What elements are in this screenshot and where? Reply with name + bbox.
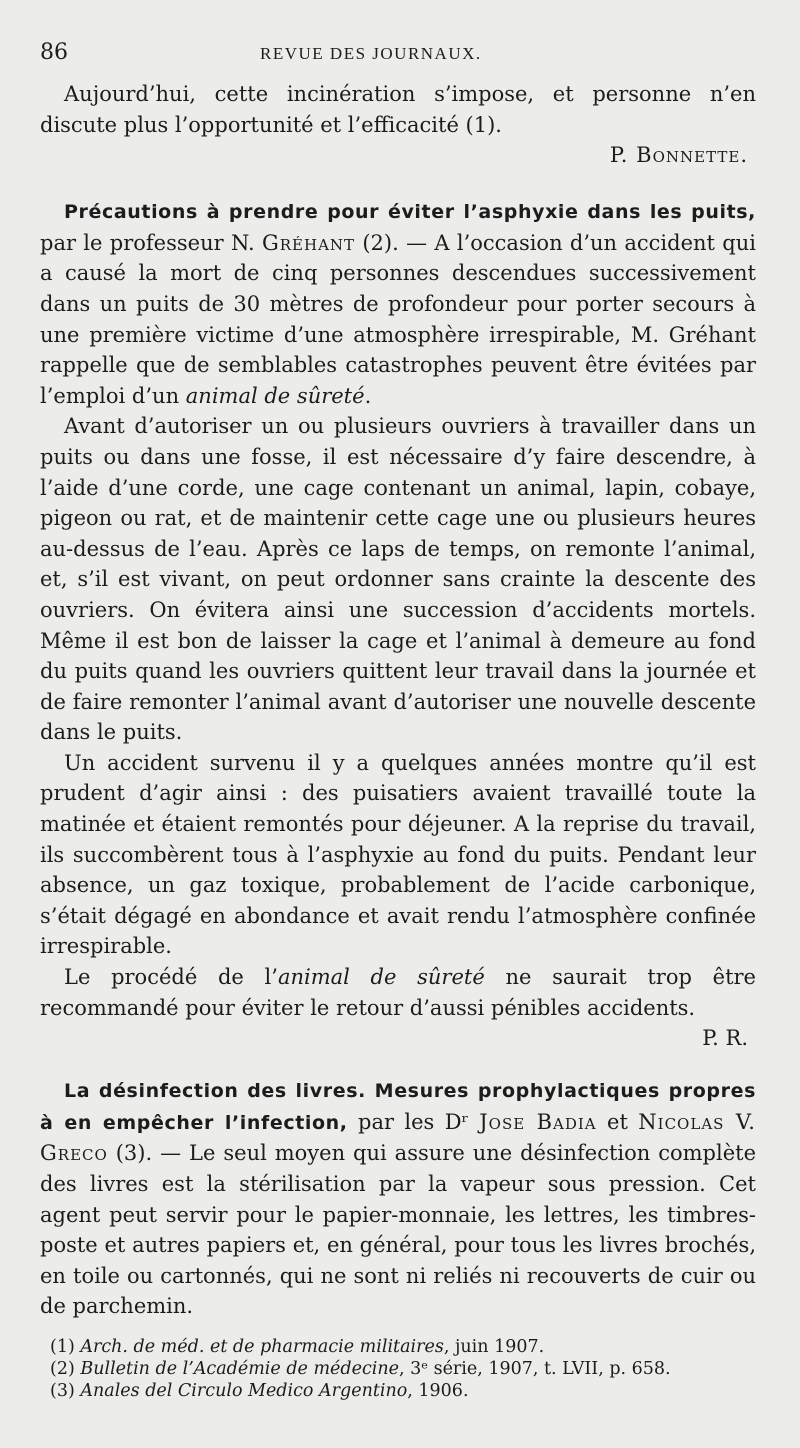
footnote-1 <box>50 1336 756 1358</box>
footnote-3-rest: , 1906. <box>407 1380 469 1401</box>
article2-para4-em: animal de sûreté <box>277 965 485 990</box>
article2-para4-b: ne saurait trop être recommandé pour éviter le retour d’aussi pénibles accidents. <box>40 965 756 1020</box>
page-number: 86 <box>40 40 68 65</box>
article2-para2: Avant d’autoriser un ou plusieurs ouvriers à travailler dans un puits ou dans une fosse, il est nécessaire d’y faire descendre, à l’aide d’une corde, une cage contenant un animal, lapin, cobaye, pigeon ou rat, et de maintenir cette cage une ou plusieurs heures au-dessus de l’eau. Après ce laps de temps, on remonte l’animal, et, s’il est vivant, on peut ordonner sans crainte la descente des ouvriers. On évitera ainsi une succession d’accidents mortels. Même il est bon de laisser la cage et l’animal à demeure au fond du puits quand les ouvriers quittent leur travail dans la journée et de faire remonter l’animal avant d’autoriser une nouvelle descente dans le puits. <box>40 414 756 745</box>
article3-body: Le seul moyen qui assure une désinfection complète des livres est la stérilisation par la vapeur sous pression. Cet agent peut servir pour le papier-monnaie, les lettres, les timbres-poste et autres papiers et, en général, pour tous les livres brochés, en toile ou cartonnés, qui ne sont ni reliés ni recouverts de cuir ou de parchemin. <box>40 1141 756 1319</box>
footnote-3 <box>50 1380 756 1402</box>
article3-author1: Jose Badia <box>479 1109 597 1134</box>
article2-intro-text: A l’occasion d’un accident qui a causé la mort de cinq personnes descendues successivement dans un puits de 30 mètres de profondeur pour porter secours à une première victime d’une atmosphère irrespirable, M. Gréhant rappelle que de semblables catastrophes peuvent être évitées par l’emploi d’un <box>40 230 756 408</box>
article2-title: Précautions à prendre pour éviter l’asphyxie dans les puits, <box>64 201 756 224</box>
footnote-1-source: Arch. de méd. et de pharmacie militaires <box>80 1336 444 1357</box>
footnote-2 <box>50 1358 756 1380</box>
article3-author-and: et <box>596 1109 639 1134</box>
footnote-2-source: Bulletin de l’Académie de médecine <box>80 1358 399 1379</box>
footnotes <box>40 1336 756 1402</box>
article3-author2: Nicolas V. Greco <box>40 1109 756 1166</box>
footnote-2-num: (2) <box>50 1358 81 1379</box>
article3-author-prefix: par les Dʳ <box>347 1109 480 1134</box>
article2-intro-end: . <box>364 383 372 408</box>
article2-intro <box>40 196 756 411</box>
footnote-2-rest: , 3ᵉ série, 1907, t. LVII, p. 658. <box>398 1358 671 1379</box>
article3-ref: (3). — <box>107 1141 190 1166</box>
article2-intro-em: animal de sûreté <box>185 383 365 408</box>
article1-tail: Aujourd’hui, cette incinération s’impose, et personne n’en discute plus l’opportunité et l’efficacité (1). <box>40 82 756 137</box>
article2-ref: (2). — <box>355 230 435 255</box>
article2-author: Gréhant <box>261 230 356 255</box>
running-title: REVUE DES JOURNAUX. <box>260 44 482 63</box>
article1-signature: P. Bonnette. <box>609 143 748 168</box>
article3-text <box>40 1075 756 1322</box>
footnote-1-rest: , juin 1907. <box>443 1336 545 1357</box>
footnote-1-num: (1) <box>50 1336 81 1357</box>
article2-signature: P. R. <box>702 1026 748 1051</box>
article2-para4 <box>40 962 756 1023</box>
footnote-3-source: Anales del Circulo Medico Argentino <box>80 1380 408 1401</box>
article3-title: La désinfection des livres. Mesures prophylactiques propres à en empêcher l’infection, <box>40 1080 756 1134</box>
page-header <box>40 40 756 65</box>
article2-para4-a: Le procédé de l’ <box>64 965 278 990</box>
article2-author-prefix: par le professeur N. <box>40 230 262 255</box>
footnote-3-num: (3) <box>50 1380 81 1401</box>
article2-para3: Un accident survenu il y a quelques années montre qu’il est prudent d’agir ainsi : des puisatiers avaient travaillé toute la matinée et étaient remontés pour déjeuner. A la reprise du travail, ils succombèrent tous à l’asphyxie au fond du puits. Pendant leur absence, un gaz toxique, probablement de l’acide carbonique, s’était dégagé en abondance et avait rendu l’atmosphère confinée irrespirable. <box>40 750 756 959</box>
